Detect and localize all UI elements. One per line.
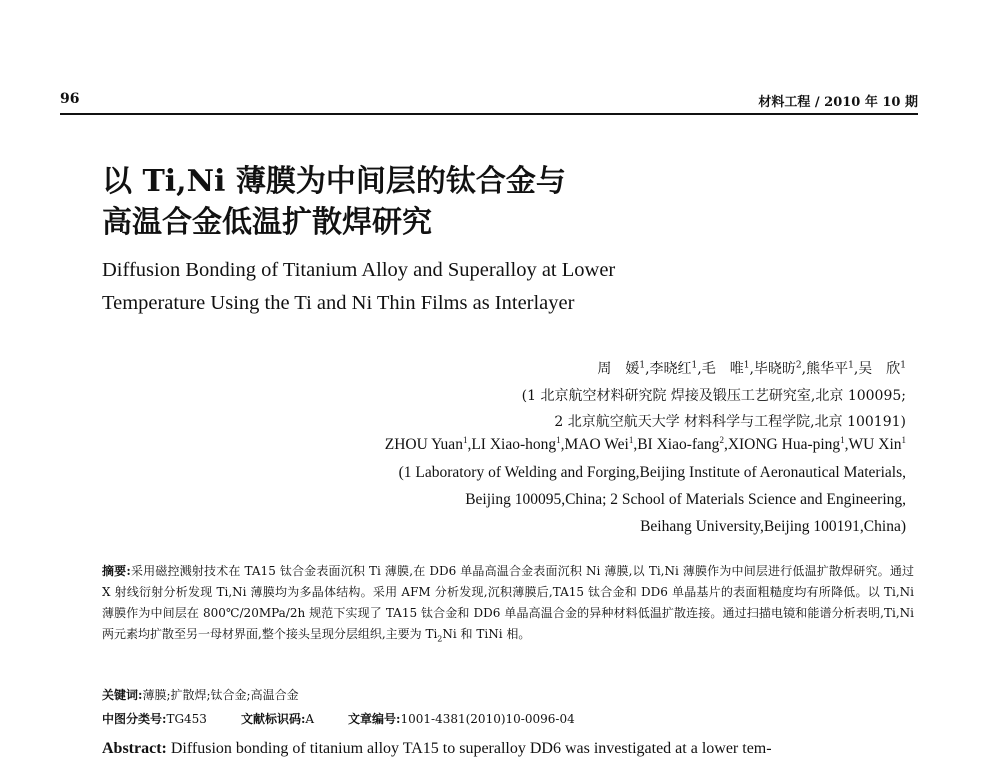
author-cn: 毕晓昉$^2$, <box>753 360 807 377</box>
abstract-en <box>102 740 772 758</box>
title-cn-line2: 高温合金低温扩散焊研究 <box>102 205 432 240</box>
page-number: 96 <box>60 91 80 107</box>
title-cn-line1: 以 Ti,Ni 薄膜为中间层的钛合金与 <box>102 164 566 199</box>
author-cn: 熊华平$^1$, <box>806 360 859 377</box>
article-number-label: 文章编号: <box>348 712 401 726</box>
author-en: MAO Wei$^1$, <box>564 434 638 453</box>
title-en-line1: Diffusion Bonding of Titanium Alloy and Superalloy at Lower <box>102 259 616 281</box>
abstract-cn-subscript: 2 <box>437 634 443 644</box>
keywords-text: 薄膜;扩散焊;钛合金;高温合金 <box>142 688 299 702</box>
author-cn: 周 媛$^1$, <box>597 360 650 377</box>
header-rule <box>60 113 918 115</box>
keywords <box>102 686 299 703</box>
clc-value: TG453 <box>166 712 207 726</box>
abstract-cn <box>102 561 914 645</box>
title-en-line2: Temperature Using the Ti and Ni Thin Films as Interlayer <box>102 292 575 314</box>
affiliation-en-line3: Beihang University,Beijing 100191,China) <box>640 518 906 535</box>
authors-en <box>385 436 906 454</box>
author-en: XIONG Hua-ping$^1$, <box>727 434 849 453</box>
keywords-label: 关键词: <box>102 688 143 702</box>
authors-cn <box>597 358 906 378</box>
classification-row <box>102 710 575 727</box>
author-en: WU Xin$^1$ <box>848 434 906 453</box>
abstract-cn-text: 采用磁控溅射技术在 TA15 钛合金表面沉积 Ti 薄膜,在 DD6 单晶高温合金表面沉积 Ni 薄膜,以 Ti,Ni 薄膜作为中间层进行低温扩散焊研究。通过 X 射线衍射分析发现 Ti,Ni 薄膜均为多晶体结构。采用 AFM 分析发现,沉积薄膜后,TA15 钛合金和 DD6 单晶基片的表面粗糙度均有所降低。以 Ti,Ni 薄膜作为中间层在 800℃/20MPa/2h 规范下实现了 TA15 钛合金和 DD6 单晶高温合金的异种材料低温扩散连接。通过扫描电镜和能谱分析表明,Ti,Ni 两元素均扩散至另一母材界面,整个接头呈现分层组织,主要为 Ti <box>102 564 914 641</box>
doc-code-value: A <box>305 712 315 726</box>
affiliation-en-line1: (1 Laboratory of Welding and Forging,Beijing Institute of Aeronautical Materials, <box>398 464 906 481</box>
affiliation-cn-line2: 2 北京航空航天大学 材料科学与工程学院,北京 100191) <box>554 414 906 430</box>
abstract-cn-text-end: Ni 和 TiNi 相。 <box>442 627 531 641</box>
journal-header: 材料工程 / 2010 年 10 期 <box>758 95 918 110</box>
affiliation-en-line2: Beijing 100095,China; 2 School of Materials Science and Engineering, <box>465 491 906 508</box>
abstract-cn-label: 摘要: <box>102 564 131 578</box>
affiliation-cn-line1: (1 北京航空材料研究院 焊接及锻压工艺研究室,北京 100095; <box>521 388 906 404</box>
author-en: BI Xiao-fang$^2$, <box>637 434 728 453</box>
clc-label: 中图分类号: <box>102 712 167 726</box>
author-en: LI Xiao-hong$^1$, <box>471 434 565 453</box>
abstract-en-text: Diffusion bonding of titanium alloy TA15 to superalloy DD6 was investigated at a lower tem- <box>170 740 772 757</box>
article-number-value: 1001-4381(2010)10-0096-04 <box>400 712 575 726</box>
author-cn: 毛 唯$^1$, <box>701 360 754 377</box>
author-cn: 李晓红$^1$, <box>649 360 702 377</box>
doc-code-label: 文献标识码: <box>240 712 306 726</box>
abstract-en-label: Abstract: <box>102 740 167 757</box>
author-en: ZHOU Yuan$^1$, <box>384 434 472 453</box>
author-cn: 吴 欣$^1$ <box>858 360 906 377</box>
